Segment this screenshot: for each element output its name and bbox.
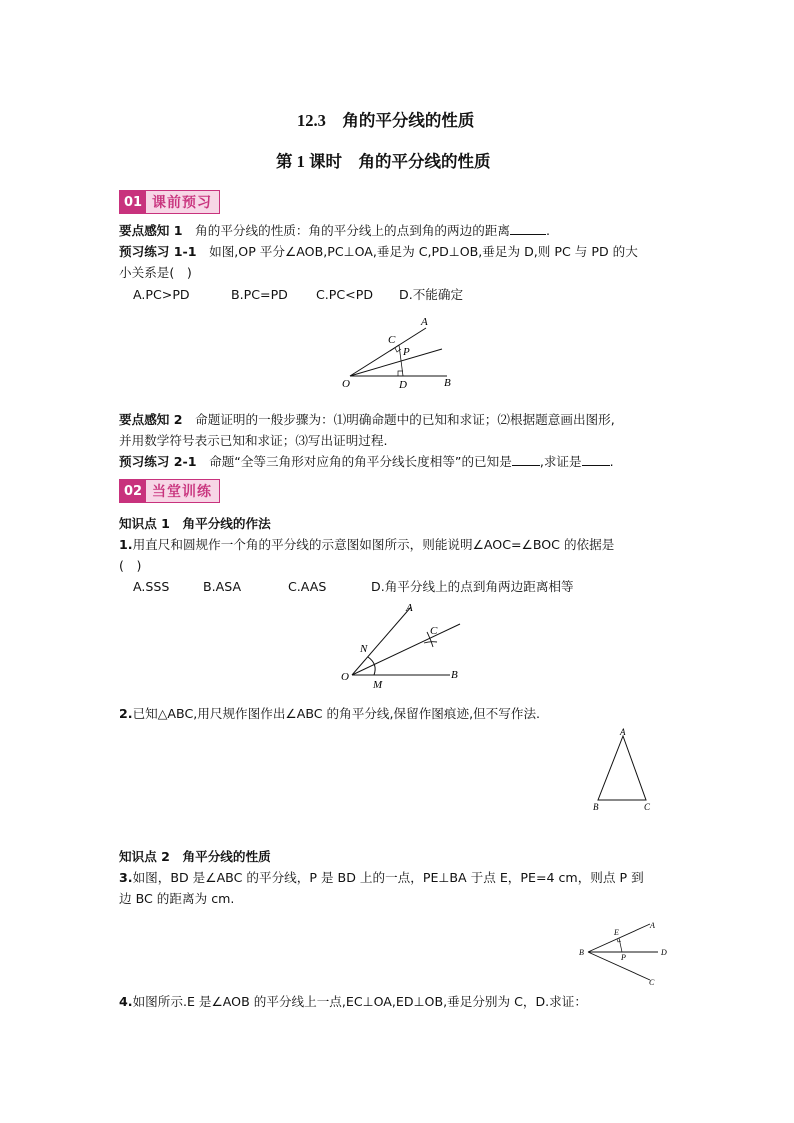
question-number: 3. [119,870,133,885]
label-c: C [644,802,651,812]
answer-blank-given[interactable] [512,453,540,466]
exercise-1-1-cont: 小关系是( ) [119,265,192,280]
answer-blank-prove[interactable] [582,453,610,466]
question-text: 用直尺和圆规作一个角的平分线的示意图如图所示，则能说明∠AOC=∠BOC 的依据是 [132,537,615,552]
question-3 [119,867,644,888]
question-1 [119,534,614,555]
figure-triangle-abc [588,726,658,814]
exercise-2-1 [119,451,614,472]
question-1-cont: ( ) [119,558,142,573]
question-text: 如图所示.E 是∠AOB 的平分线上一点,EC⊥OA,ED⊥OB,垂足分别为 C，D.求证： [132,994,587,1009]
q1-option-c[interactable]: C.AAS [288,579,327,594]
q1-option-b[interactable]: B.ASA [203,579,242,594]
question-number: 2. [119,706,133,721]
option-c[interactable]: C.PC<PD [316,287,374,302]
period: . [609,454,614,469]
label-a: A [620,727,626,737]
exercise-text: 如图,OP 平分∠AOB,PC⊥OA,垂足为 C,PD⊥OB,垂足为 D,则 PC 与 PD 的大 [209,244,638,259]
section-header-practice [119,479,220,503]
label-m: M [373,679,383,690]
section-number: 01 [120,191,146,213]
exercise-label: 预习练习 1-1 [119,244,197,259]
label-a: A [406,602,413,614]
key-point-2-cont: 并用数学符号表示已知和求证；⑶写出证明过程. [119,433,388,448]
label-b: B [593,802,599,812]
key-point-1 [119,220,550,241]
label-o: O [341,671,349,683]
period: . [545,223,550,238]
label-o: O [342,378,350,390]
option-b[interactable]: B.PC=PD [231,287,288,302]
page-subtitle: 第 1 课时 角的平分线的性质 [276,152,491,171]
figure-compass-construction [338,600,468,690]
knowledge-point-1: 知识点 1 角平分线的作法 [119,516,271,531]
answer-blank[interactable] [510,222,546,235]
knowledge-point-2: 知识点 2 角平分线的性质 [119,849,271,864]
key-point-text: 命题证明的一般步骤为：⑴明确命题中的已知和求证；⑵根据题意画出图形, [195,412,615,427]
label-a: A [650,921,655,930]
exercise-text: 命题“全等三角形对应角的角平分线长度相等”的已知是 [209,454,512,469]
q1-option-d[interactable]: D.角平分线上的点到角两边距离相等 [371,579,574,594]
question-3-cont: 边 BC 的距离为 cm. [119,891,235,906]
label-a: A [421,316,428,328]
question-text: 如图，BD 是∠ABC 的平分线，P 是 BD 上的一点，PE⊥BA 于点 E，PE=4 cm，则点 P 到 [132,870,644,885]
label-d: D [399,379,407,391]
label-c: C [388,334,396,346]
question-number: 4. [119,994,133,1009]
figure-angle-bisector-1 [340,312,470,394]
section-label: 课前预习 [146,191,219,213]
question-number: 1. [119,537,133,552]
label-c: C [649,978,655,987]
page-title: 12.3 角的平分线的性质 [297,111,475,130]
label-b: B [579,948,584,957]
option-a[interactable]: A.PC>PD [133,287,190,302]
exercise-1-1 [119,241,638,262]
exercise-text-mid: ,求证是 [539,454,582,469]
question-4 [119,991,587,1012]
section-label: 当堂训练 [146,480,219,502]
key-point-label: 要点感知 1 [119,223,183,238]
key-point-text: 角的平分线的性质：角的平分线上的点到角的两边的距离 [195,223,510,238]
section-number: 02 [120,480,146,502]
label-p: P [621,953,626,962]
figure-bisector-bd [576,914,676,990]
label-c: C [430,625,438,637]
label-b: B [444,377,451,389]
option-d[interactable]: D.不能确定 [399,287,464,302]
label-n: N [360,643,368,655]
label-p: P [403,346,410,358]
q1-option-a[interactable]: A.SSS [133,579,170,594]
label-b: B [451,669,458,681]
label-d: D [661,948,667,957]
section-header-preview [119,190,220,214]
question-text: 已知△ABC,用尺规作图作出∠ABC 的角平分线,保留作图痕迹,但不写作法. [132,706,541,721]
key-point-2 [119,409,615,430]
key-point-label: 要点感知 2 [119,412,183,427]
exercise-label: 预习练习 2-1 [119,454,197,469]
question-2 [119,703,540,724]
label-e: E [614,928,619,937]
